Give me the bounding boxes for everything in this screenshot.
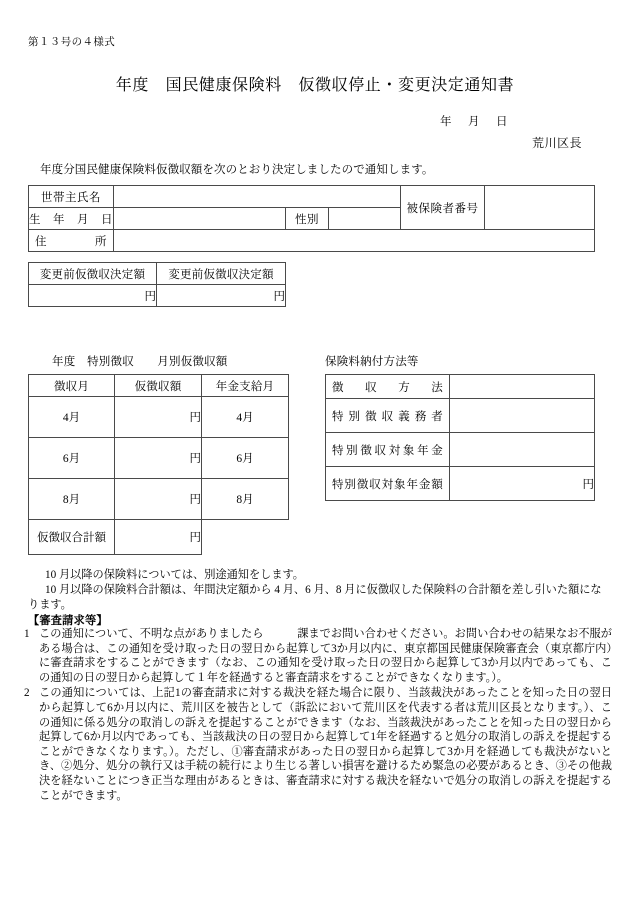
- page-title: 年度 国民健康保険料 仮徴収停止・変更決定通知書: [115, 77, 515, 94]
- table-row: [326, 467, 595, 501]
- target-pension-label: 特別徴収対象年金: [326, 433, 450, 467]
- total-label: 仮徴収合計額: [29, 520, 115, 555]
- provisional-amount-change-table: [28, 262, 286, 307]
- table-row: [29, 186, 595, 208]
- payment-method-table: [325, 374, 595, 501]
- legal-item-number: 1: [24, 628, 30, 640]
- legal-item-text: この通知については、上記1の審査請求に対する裁決を経た場合に限り、当該裁決があったことを知った日の翌日から起算して6か月以内に、荒川区を被告として（訴訟において荒川区を代表する者は荒川区長となります。）、この通知に係る処分の取消しの訴えを提起することができます（なお、当該裁決があったことを知った日の翌日から起算して6か月以内であっても、当該裁決の日の翌日から起算して1年を経過すると処分の取消しの訴えを提起することができなくなります。）。ただし、①審査請求があった日の翌日から起算して3か月を経過しても裁決がないとき、②処分、処分の執行又は手続の続行により生じる著しい損害を避けるため緊急の必要があるとき、③その他裁決を経ないことにつき正当な理由があるときは、審査請求に対する裁決を経ないで処分の取消しの訴えを提起することができます。: [39, 687, 612, 802]
- address-label: 住 所: [29, 230, 114, 252]
- special-collection-obligor-label: 特別徴収義務者: [326, 399, 450, 433]
- collection-month-august: 8月: [29, 479, 115, 520]
- pension-month-april: 4月: [202, 397, 289, 438]
- legal-notice-list: [24, 627, 612, 804]
- insured-person-table: [28, 185, 595, 252]
- note-line-1: 10 月以降の保険料については、別途通知をします。: [45, 569, 304, 581]
- table-row: [29, 438, 289, 479]
- issuer-name: 荒川区長: [531, 136, 582, 150]
- householder-name-label: 世帯主氏名: [29, 186, 114, 208]
- table-row: [326, 375, 595, 399]
- amount-value-after[interactable]: 円: [157, 285, 286, 307]
- legal-item-text: この通知について、不明な点がありましたら 課までお問い合わせください。お問い合わせの結果なお不服がある場合は、この通知を受け取った日の翌日から起算して3か月以内に、東京都国民健康保険審査会（東京都庁内）に審査請求をすることができます（なお、この通知を受け取った日の翌日から起算して3か月以内であっても、この通知の日の翌日から起算して１年を経過すると審査請求をすることができなくなります。）。: [39, 628, 612, 684]
- amount-header-after: 変更前仮徴収決定額: [157, 263, 286, 285]
- pension-month-august: 8月: [202, 479, 289, 520]
- birthdate-label: 生 年 月 日: [29, 208, 114, 230]
- collection-month-june: 6月: [29, 438, 115, 479]
- list-item: [24, 686, 612, 803]
- target-pension-value[interactable]: [450, 433, 595, 467]
- amount-april[interactable]: 円: [115, 397, 202, 438]
- table-row: [29, 230, 595, 252]
- review-request-heading: 【審査請求等】: [28, 614, 108, 627]
- header-provisional-amount: 仮徴収額: [115, 375, 202, 397]
- householder-name-value[interactable]: [114, 186, 401, 208]
- monthly-section-label: 年度 特別徴収 月別仮徴収額: [52, 356, 228, 368]
- table-row: [326, 433, 595, 467]
- insured-number-label: 被保険者番号: [401, 186, 485, 230]
- gender-value[interactable]: [329, 208, 401, 230]
- gender-label: 性別: [286, 208, 329, 230]
- amount-header-before: 変更前仮徴収決定額: [29, 263, 157, 285]
- table-row: [29, 520, 289, 555]
- payment-section-label: 保険料納付方法等: [325, 356, 419, 368]
- amount-value-before[interactable]: 円: [29, 285, 157, 307]
- form-code: 第１３号の４様式: [28, 37, 116, 48]
- table-row: [29, 397, 289, 438]
- amount-august[interactable]: 円: [115, 479, 202, 520]
- birthdate-value[interactable]: [114, 208, 286, 230]
- intro-sentence: 年度分国民健康保険料仮徴収額を次のとおり決定しましたので通知します。: [40, 164, 434, 176]
- table-row: [29, 285, 286, 307]
- table-row: [29, 263, 286, 285]
- address-value[interactable]: [114, 230, 595, 252]
- notes-block: [28, 568, 606, 629]
- header-pension-month: 年金支給月: [202, 375, 289, 397]
- issue-date-line: 年 月 日: [440, 116, 510, 128]
- list-item: [24, 627, 612, 685]
- total-amount[interactable]: 円: [115, 520, 202, 555]
- empty-cell: [202, 520, 289, 555]
- monthly-provisional-amount-table: [28, 374, 289, 555]
- header-collection-month: 徴収月: [29, 375, 115, 397]
- collection-method-value[interactable]: [450, 375, 595, 399]
- table-row: [29, 479, 289, 520]
- amount-june[interactable]: 円: [115, 438, 202, 479]
- insured-number-value[interactable]: [485, 186, 595, 230]
- collection-month-april: 4月: [29, 397, 115, 438]
- collection-method-label: 徴収方法: [326, 375, 450, 399]
- table-row: [326, 399, 595, 433]
- pension-month-june: 6月: [202, 438, 289, 479]
- table-row: [29, 375, 289, 397]
- target-pension-amount-label: 特別徴収対象年金額: [326, 467, 450, 501]
- target-pension-amount-value[interactable]: 円: [450, 467, 595, 501]
- note-line-2: 10 月以降の保険料合計額は、年間決定額から 4 月、6 月、8 月に仮徴収した保険料の合計額を差し引いた額になります。: [28, 584, 602, 612]
- special-collection-obligor-value[interactable]: [450, 399, 595, 433]
- legal-item-number: 2: [24, 687, 30, 700]
